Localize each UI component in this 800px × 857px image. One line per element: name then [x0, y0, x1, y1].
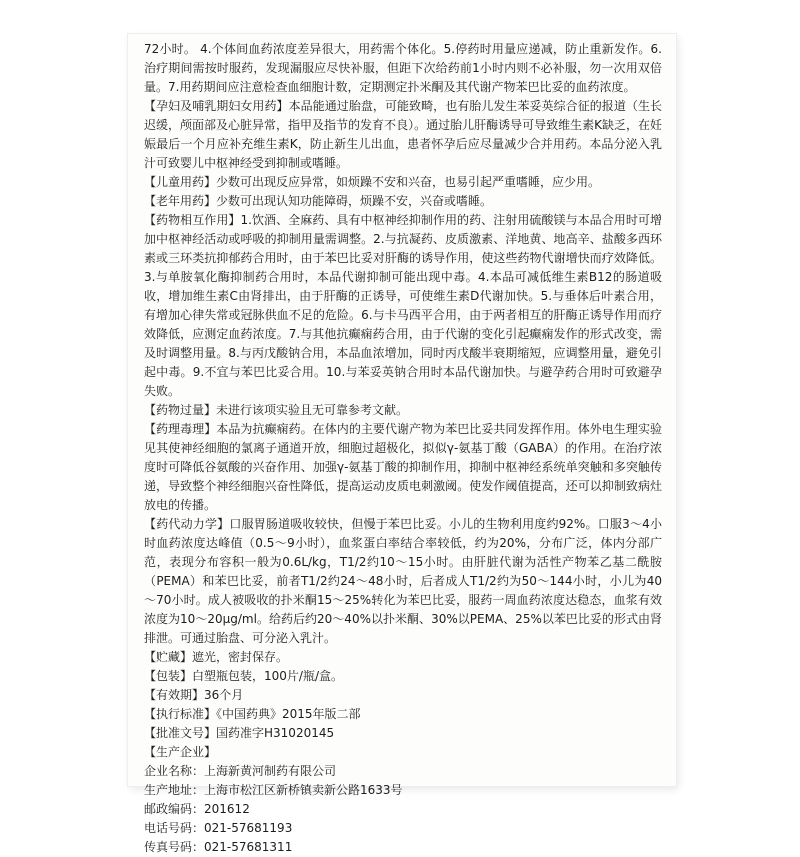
section-label: 【儿童用药】 [144, 175, 217, 189]
section-text: 口服胃肠道吸收较快，但慢于苯巴比妥。小儿的生物利用度约92%。口服3～4小时血药浓度达峰值（0.5～9小时），血浆蛋白率结合率较低，约为20%，分布广泛，体内分部广范，表现分布容积一般为0.6L/kg，T1/2约10～15小时。由肝脏代谢为活性产物苯乙基二酰胺（PEMA）和苯巴比妥，前者T1/2约24～48小时，后者成人T1/2约为50～144小时，小儿为40～70小时。成人被吸收的扑米酮15～25%转化为苯巴比妥，服药一周血药浓度达稳态，血浆有效浓度为10～20μg/ml。给药后约20～40%以扑米酮、30%以PEMA、25%以苯巴比妥的形式由肾排泄。可通过胎盘、可分泌入乳汁。 [144, 517, 662, 645]
enterprise-label: 企业名称： [144, 764, 205, 778]
section-interactions [144, 211, 662, 401]
section-label: 【生产企业】 [144, 745, 217, 759]
section-text: 少数可出现认知功能障碍，烦躁不安，兴奋或嗜睡。 [216, 194, 493, 208]
section-label: 【药代动力学】 [144, 517, 230, 531]
section-text: 1.饮酒、全麻药、具有中枢神经抑制作用的药、注射用硫酸镁与本品合用时可增加中枢神经活动或呼吸的抑制用量需调整。2.与抗凝药、皮质激素、洋地黄、地高辛、盐酸多西环素或三环类抗抑郁药合用时，由于苯巴比妥对肝酶的诱导作用，使这些药物代谢增快而疗效降低。3.与单胺氧化酶抑制药合用时，本品代谢抑制可能出现中毒。4.本品可减低维生素B12的肠道吸收，增加维生素C由肾排出，由于肝酶的正诱导，可使维生素D代谢加快。5.与垂体后叶素合用，有增加心律失常或冠脉供血不足的危险。6.与卡马西平合用，由于两者相互的肝酶正诱导作用而疗效降低，应测定血药浓度。7.与其他抗癫痫药合用，由于代谢的变化引起癫痫发作的形式改变，需及时调整用量。8.与丙戊酸钠合用，本品血浓增加，同时丙戊酸半衰期缩短，应调整用量，避免引起中毒。9.不宜与苯巴比妥合用。10.与苯妥英钠合用时本品代谢加快。与避孕药合用时可致避孕失败。 [144, 213, 662, 398]
section-label: 【批准文号】 [144, 726, 217, 740]
section-approval [144, 724, 662, 743]
section-label: 【老年用药】 [144, 194, 217, 208]
section-package [144, 667, 662, 686]
enterprise-name-row [144, 762, 662, 781]
section-text: 《中国药典》2015年版二部 [216, 707, 361, 721]
postal-code-row [144, 800, 662, 819]
section-pharmacokinetics [144, 515, 662, 648]
enterprise-label: 生产地址： [144, 783, 205, 797]
section-pediatric [144, 173, 662, 192]
enterprise-label: 电话号码： [144, 821, 205, 835]
phone-row [144, 819, 662, 838]
section-pregnancy [144, 97, 662, 173]
enterprise-value: 上海新黄河制药有限公司 [204, 764, 337, 778]
manufacturer-info [144, 762, 662, 857]
section-overdose [144, 401, 662, 420]
section-precautions-cont [144, 40, 662, 97]
section-text: 本品能通过胎盘，可能致畸，也有胎儿发生苯妥英综合征的报道（生长迟缓，颅面部及心脏异常，指甲及指节的发育不良）。通过胎儿肝酶诱导可导致维生素K缺乏，在妊娠最后一个月应补充维生素K，防止新生儿出血，患者怀孕后应尽量减少合并用药。本品分泌入乳汁可致婴儿中枢神经受到抑制或嗜睡。 [144, 99, 662, 170]
fax-row [144, 838, 662, 857]
enterprise-label: 邮政编码： [144, 802, 205, 816]
leaflet-sheet [128, 34, 676, 854]
enterprise-value: 021-57681311 [204, 840, 293, 854]
section-label: 【药理毒理】 [144, 422, 217, 436]
section-label: 【药物相互作用】 [144, 213, 241, 227]
enterprise-value: 021-57681193 [204, 821, 293, 835]
section-label: 【包装】 [144, 669, 193, 683]
enterprise-value: 201612 [204, 802, 250, 816]
section-text: 72小时。 4.个体间血药浓度差异很大，用药需个体化。5.停药时用量应递减，防止重新发作。6.治疗期间需按时服药，发现漏服应尽快补服，但距下次给药前1小时内则不必补服，勿一次用双倍量。7.用药期间应注意检查血细胞计数，定期测定扑米酮及其代谢产物苯巴比妥的血药浓度。 [144, 42, 662, 94]
section-label: 【贮藏】 [144, 650, 193, 664]
section-text: 遮光，密封保存。 [192, 650, 289, 664]
section-text: 白塑瓶包装，100片/瓶/盒。 [192, 669, 344, 683]
section-label: 【药物过量】 [144, 403, 217, 417]
section-pharmacology [144, 420, 662, 515]
section-text: 少数可出现反应异常，如烦躁不安和兴奋，也易引起严重嗜睡，应少用。 [216, 175, 601, 189]
production-address-row [144, 781, 662, 800]
enterprise-label: 传真号码： [144, 840, 205, 854]
section-storage [144, 648, 662, 667]
section-label: 【孕妇及哺乳期妇女用药】 [144, 99, 289, 113]
section-geriatric [144, 192, 662, 211]
section-text: 国药准字H31020145 [216, 726, 335, 740]
leaflet-content [144, 40, 662, 857]
section-text: 本品为抗癫痫药。在体内的主要代谢产物为苯巴比妥共同发挥作用。体外电生理实验见其使神经细胞的氯离子通道开放，细胞过超极化，拟似γ-氨基丁酸（GABA）的作用。在治疗浓度时可降低谷氨酸的兴奋作用、加强γ-氨基丁酸的抑制作用，抑制中枢神经系统单突触和多突触传递，导致整个神经细胞兴奋性降低，提高运动皮质电刺激阈。使发作阈值提高，还可以抑制致病灶放电的传播。 [144, 422, 662, 512]
section-manufacturer [144, 743, 662, 762]
section-standard [144, 705, 662, 724]
section-label: 【执行标准】 [144, 707, 217, 721]
section-text: 36个月 [204, 688, 244, 702]
section-text: 未进行该项实验且无可靠参考文献。 [216, 403, 409, 417]
section-validity [144, 686, 662, 705]
section-label: 【有效期】 [144, 688, 205, 702]
enterprise-value: 上海市松江区新桥镇卖新公路1633号 [204, 783, 403, 797]
